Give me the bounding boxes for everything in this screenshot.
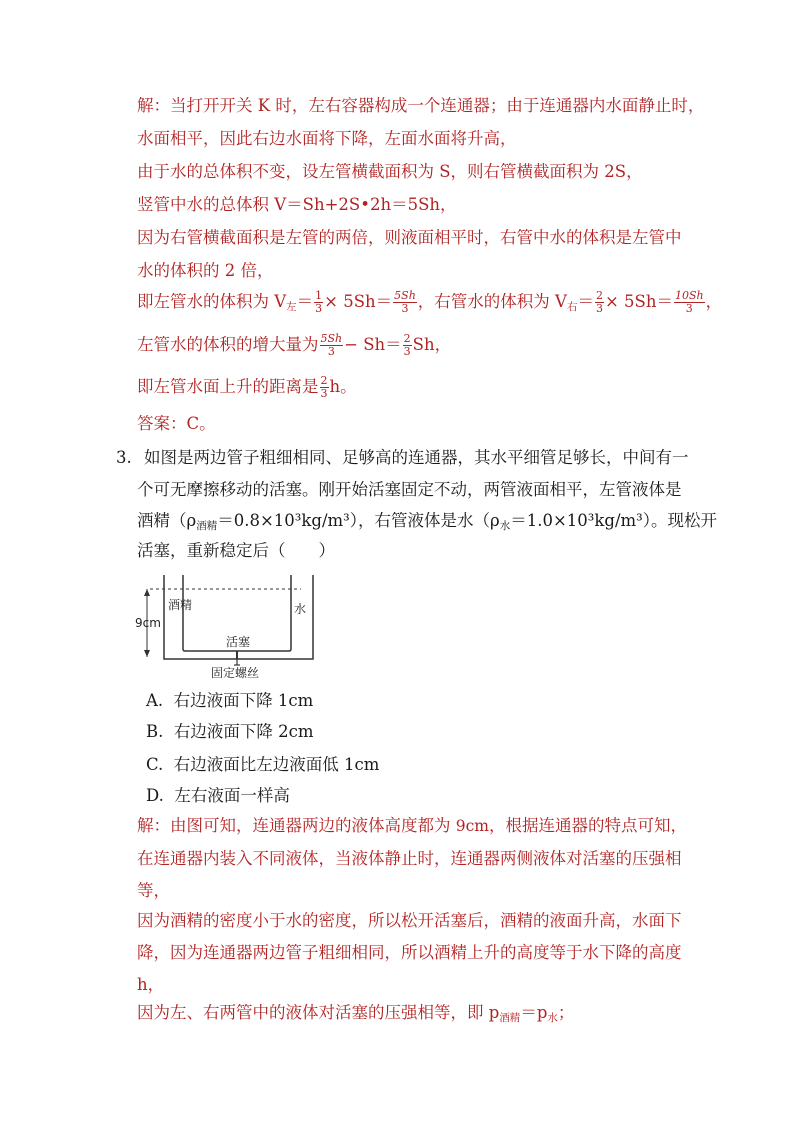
fraction: $\frac{5Sh}{3}$ xyxy=(320,332,343,358)
height-label: 9cm xyxy=(135,616,161,630)
solution2-line6: h， xyxy=(137,975,165,994)
solution1-line4: 竖管中水的总体积 V＝Sh+2S•2h＝5Sh， xyxy=(137,195,457,214)
question3-line3: 酒精（ρ酒精＝0.8×10³kg/m³），右管液体是水（ρ水＝1.0×10³kg/m³）。现松开 xyxy=(137,511,718,532)
fraction: $\frac{1}{3}$ xyxy=(315,289,323,315)
piston-label: 活塞 xyxy=(226,635,251,649)
solution1-line2: 水面相平，因此右边水面将下降，左面水面将升高， xyxy=(137,129,517,148)
question3-line2: 个可无摩擦移动的活塞。刚开始活塞固定不动，两管液面相平，左管液体是 xyxy=(137,480,682,499)
fraction: $\frac{5Sh}{3}$ xyxy=(394,289,416,315)
option-b: B. 右边液面下降 2cm xyxy=(146,722,314,741)
alcohol-label: 酒精 xyxy=(168,598,193,612)
solution1-line6: 水的体积的 2 倍， xyxy=(137,261,274,280)
solution2-line5: 降，因为连通器两边管子粗细相同，所以酒精上升的高度等于水下降的高度 xyxy=(137,943,682,962)
solution1-line1: 解：当打开开关 K 时，左右容器构成一个连通器；由于连通器内水面静止时， xyxy=(137,96,705,115)
fraction: $\frac{2}{3}$ xyxy=(320,374,328,400)
solution2-line2: 在连通器内装入不同液体，当液体静止时，连通器两侧液体对活塞的压强相 xyxy=(137,849,682,868)
water-label: 水 xyxy=(294,602,307,616)
fraction: $\frac{2}{3}$ xyxy=(403,332,411,358)
option-c: C. 右边液面比左边液面低 1cm xyxy=(146,755,380,774)
solution1-line5: 因为右管横截面积是左管的两倍，则液面相平时，右管中水的体积是左管中 xyxy=(137,228,682,247)
question3-line4: 活塞，重新稳定后（ ） xyxy=(137,541,335,560)
solution2-line1: 解：由图可知，连通器两边的液体高度都为 9cm，根据连通器的特点可知， xyxy=(137,816,687,835)
answer-line: 答案：C。 xyxy=(137,414,216,433)
solution1-line7: 即左管水的体积为 V左＝ $\frac{1}{3}$ × 5Sh＝ $\frac{5Sh}{3}$ ，右管水的体积为 V右＝ $\frac{2}{3}$ × 5Sh＝ $\frac{10Sh}{3}$ ， xyxy=(137,289,723,315)
solution2-line7: 因为左、右两管中的液体对活塞的压强相等，即 p酒精＝p水； xyxy=(137,1003,575,1024)
solution2-line3: 等， xyxy=(137,881,170,900)
option-a: A. 右边液面下降 1cm xyxy=(146,691,314,710)
arrow-down-icon xyxy=(144,650,150,657)
fraction: $\frac{10Sh}{3}$ xyxy=(674,289,704,315)
communicating-vessel-diagram xyxy=(133,573,323,681)
screw-label: 固定螺丝 xyxy=(211,666,260,680)
solution1-line9: 即左管水面上升的距离是 $\frac{2}{3}$ h。 xyxy=(137,374,357,400)
option-d: D. 左右液面一样高 xyxy=(146,786,290,805)
fraction: $\frac{2}{3}$ xyxy=(595,289,603,315)
arrow-up-icon xyxy=(144,589,150,596)
question3-line1: 如图是两边管子粗细相同、足够高的连通器，其水平细管足够长，中间有一 xyxy=(144,448,689,467)
solution2-line4: 因为酒精的密度小于水的密度，所以松开活塞后，酒精的液面升高，水面下 xyxy=(137,911,682,930)
question-number: 3. xyxy=(116,448,132,467)
solution1-line8: 左管水的体积的增大量为 $\frac{5Sh}{3}$ − Sh＝ $\frac{2}{3}$ Sh， xyxy=(137,332,452,358)
solution1-line3: 由于水的总体积不变，设左管横截面积为 S，则右管横截面积为 2S， xyxy=(137,162,643,181)
